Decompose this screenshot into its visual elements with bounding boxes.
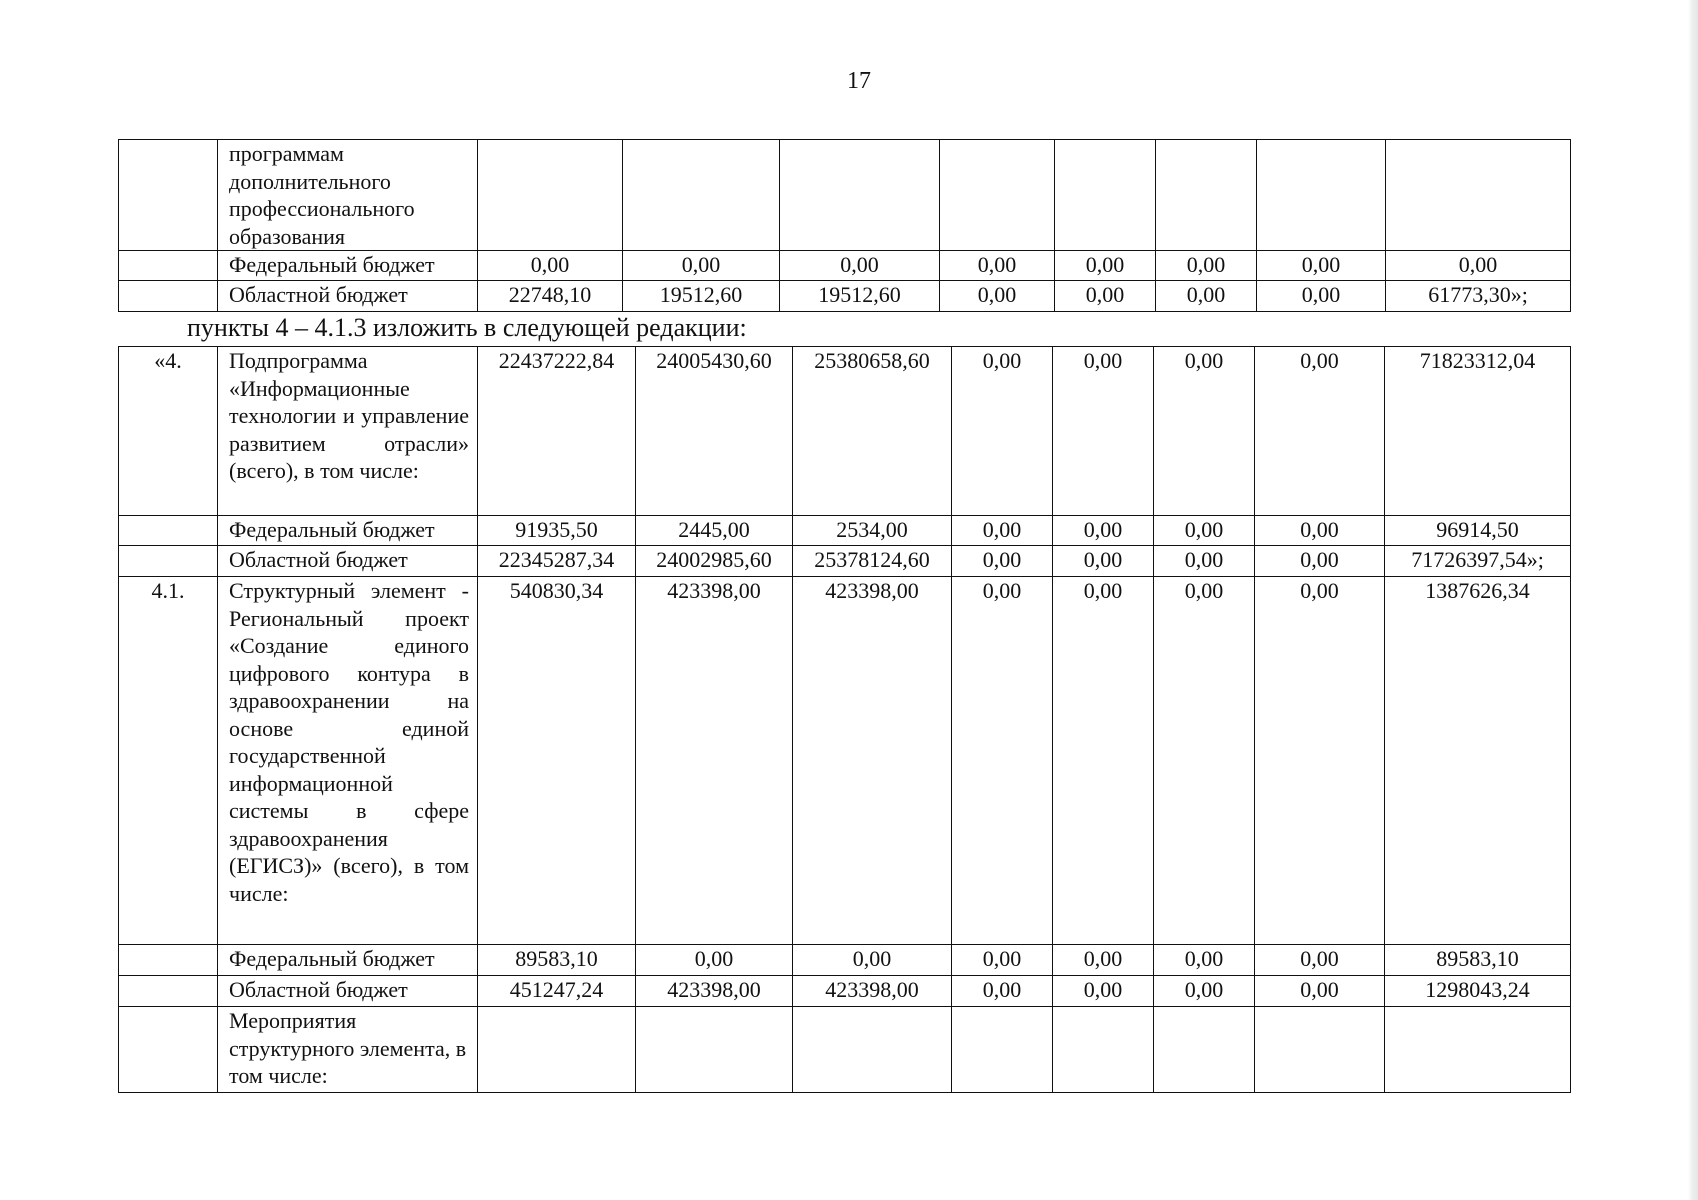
value-cell: [1055, 140, 1156, 251]
table-row: [119, 347, 1571, 516]
value-cell: [1156, 140, 1257, 251]
value-cell: 0,00: [1154, 976, 1255, 1007]
value-cell: 19512,60: [623, 281, 780, 312]
row-number-cell: 4.1.: [119, 577, 218, 945]
table-row: [119, 281, 1571, 312]
row-label-cell: Областной бюджет: [218, 281, 478, 312]
row-label-cell: Областной бюджет: [218, 976, 478, 1007]
page-number: 17: [847, 68, 871, 94]
value-cell: 25378124,60: [793, 546, 952, 577]
value-cell: 540830,34: [478, 577, 636, 945]
value-cell: 71823312,04: [1385, 347, 1571, 516]
value-cell: 0,00: [636, 945, 793, 976]
value-cell: 0,00: [1156, 281, 1257, 312]
value-cell: [623, 140, 780, 251]
scan-edge-shadow: [1688, 0, 1698, 1200]
value-cell: 91935,50: [478, 516, 636, 546]
row-label-cell: Мероприятия структурного элемента, в том числе:: [218, 1007, 478, 1093]
row-label-cell: Подпрограмма «Информационные технологии и управление развитием отрасли» (всего), в том числе:: [218, 347, 478, 516]
value-cell: 0,00: [1257, 281, 1386, 312]
value-cell: 0,00: [952, 577, 1053, 945]
table-row: [119, 546, 1571, 577]
value-cell: 0,00: [940, 281, 1055, 312]
value-cell: 0,00: [1156, 251, 1257, 281]
row-label-cell: Федеральный бюджет: [218, 945, 478, 976]
value-cell: 0,00: [1255, 976, 1385, 1007]
value-cell: [1385, 1007, 1571, 1093]
row-number-cell: [119, 140, 218, 251]
value-cell: 0,00: [952, 976, 1053, 1007]
budget-table-continuation: [118, 139, 1571, 312]
value-cell: 0,00: [1154, 546, 1255, 577]
value-cell: 19512,60: [780, 281, 940, 312]
amendment-instruction: пункты 4 – 4.1.3 изложить в следующей редакции:: [187, 313, 747, 342]
value-cell: [1255, 1007, 1385, 1093]
row-label-cell: Структурный элемент - Региональный проект «Создание единого цифрового контура в здравоохранении на основе единой государственной информационной системы в сфере здравоохранения (ЕГИСЗ)» (всего), в том числе:: [218, 577, 478, 945]
value-cell: 0,00: [952, 546, 1053, 577]
value-cell: 24002985,60: [636, 546, 793, 577]
value-cell: [793, 1007, 952, 1093]
value-cell: 96914,50: [1385, 516, 1571, 546]
row-number-cell: «4.: [119, 347, 218, 516]
value-cell: [478, 140, 623, 251]
value-cell: 25380658,60: [793, 347, 952, 516]
value-cell: 0,00: [1055, 251, 1156, 281]
row-number-cell: [119, 516, 218, 546]
value-cell: 423398,00: [636, 577, 793, 945]
value-cell: 0,00: [1255, 347, 1385, 516]
value-cell: 22748,10: [478, 281, 623, 312]
value-cell: [780, 140, 940, 251]
value-cell: 423398,00: [636, 976, 793, 1007]
value-cell: 61773,30»;: [1386, 281, 1571, 312]
value-cell: 0,00: [1053, 577, 1154, 945]
value-cell: 0,00: [1053, 546, 1154, 577]
table-row: [119, 577, 1571, 945]
value-cell: 0,00: [1055, 281, 1156, 312]
value-cell: 0,00: [1154, 516, 1255, 546]
row-number-cell: [119, 976, 218, 1007]
value-cell: 22345287,34: [478, 546, 636, 577]
value-cell: 0,00: [623, 251, 780, 281]
value-cell: 0,00: [952, 516, 1053, 546]
value-cell: 0,00: [1154, 945, 1255, 976]
value-cell: [478, 1007, 636, 1093]
value-cell: 1298043,24: [1385, 976, 1571, 1007]
table-row: [119, 251, 1571, 281]
table-row: [119, 516, 1571, 546]
row-label-cell: Федеральный бюджет: [218, 516, 478, 546]
value-cell: 24005430,60: [636, 347, 793, 516]
value-cell: 22437222,84: [478, 347, 636, 516]
row-number-cell: [119, 281, 218, 312]
value-cell: [636, 1007, 793, 1093]
value-cell: 0,00: [1053, 976, 1154, 1007]
value-cell: 89583,10: [478, 945, 636, 976]
value-cell: [1257, 140, 1386, 251]
value-cell: 71726397,54»;: [1385, 546, 1571, 577]
table-row: [119, 976, 1571, 1007]
value-cell: 0,00: [1154, 347, 1255, 516]
value-cell: 0,00: [1053, 347, 1154, 516]
row-label-cell: программам дополнительного профессионального образования: [218, 140, 478, 251]
value-cell: 0,00: [1255, 945, 1385, 976]
value-cell: 0,00: [1154, 577, 1255, 945]
value-cell: 451247,24: [478, 976, 636, 1007]
value-cell: [1053, 1007, 1154, 1093]
value-cell: 0,00: [1255, 546, 1385, 577]
row-number-cell: [119, 945, 218, 976]
value-cell: 0,00: [1386, 251, 1571, 281]
budget-table-subprogram-4: [118, 346, 1571, 1093]
value-cell: 0,00: [940, 251, 1055, 281]
value-cell: 0,00: [793, 945, 952, 976]
row-number-cell: [119, 251, 218, 281]
value-cell: 423398,00: [793, 976, 952, 1007]
value-cell: [1386, 140, 1571, 251]
value-cell: 89583,10: [1385, 945, 1571, 976]
row-number-cell: [119, 1007, 218, 1093]
value-cell: 0,00: [1255, 516, 1385, 546]
row-label-cell: Федеральный бюджет: [218, 251, 478, 281]
value-cell: 0,00: [952, 945, 1053, 976]
row-label-cell: Областной бюджет: [218, 546, 478, 577]
value-cell: 0,00: [780, 251, 940, 281]
value-cell: 423398,00: [793, 577, 952, 945]
value-cell: 0,00: [1255, 577, 1385, 945]
value-cell: 2445,00: [636, 516, 793, 546]
value-cell: 0,00: [1053, 945, 1154, 976]
value-cell: 0,00: [478, 251, 623, 281]
value-cell: [1154, 1007, 1255, 1093]
table-row: [119, 945, 1571, 976]
table-row: [119, 140, 1571, 251]
value-cell: 0,00: [1053, 516, 1154, 546]
value-cell: 0,00: [1257, 251, 1386, 281]
table-row: [119, 1007, 1571, 1093]
value-cell: [940, 140, 1055, 251]
row-number-cell: [119, 546, 218, 577]
value-cell: 0,00: [952, 347, 1053, 516]
value-cell: 2534,00: [793, 516, 952, 546]
value-cell: 1387626,34: [1385, 577, 1571, 945]
value-cell: [952, 1007, 1053, 1093]
